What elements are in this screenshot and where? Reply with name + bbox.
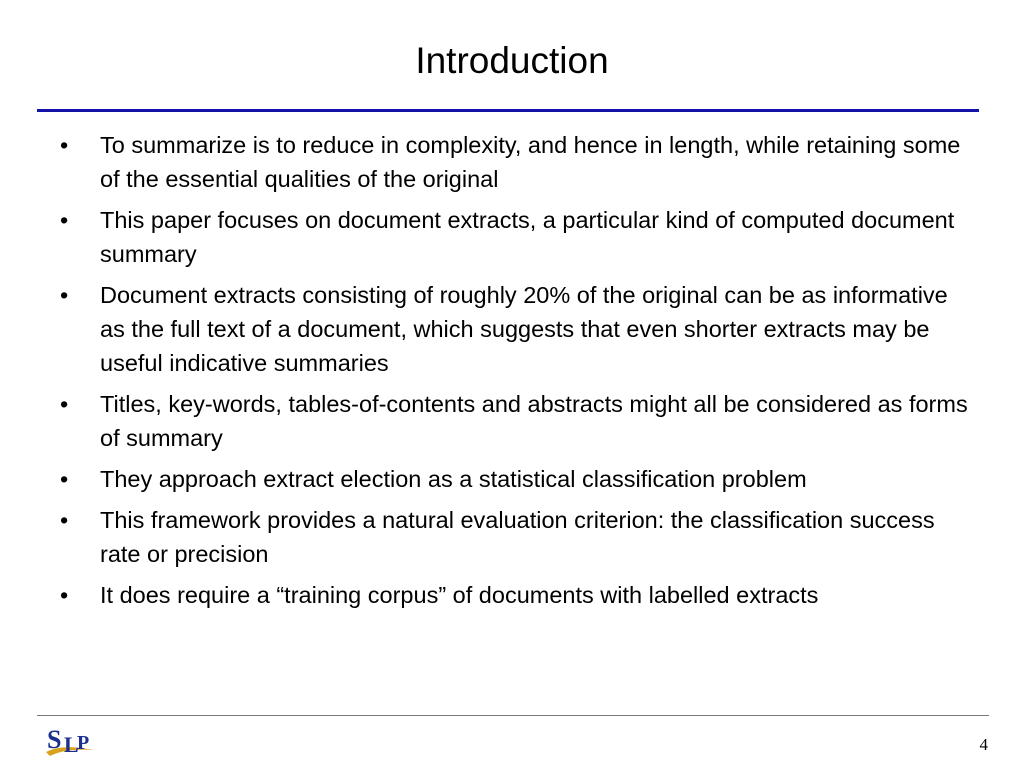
- bullet-text: This framework provides a natural evaluation criterion: the classification success rate or precision: [100, 507, 935, 567]
- bullet-marker: •: [60, 132, 69, 158]
- logo-letter-s: S: [47, 725, 62, 754]
- slide-title: Introduction: [415, 40, 609, 81]
- footer-divider: [37, 715, 989, 716]
- bullet-marker: •: [60, 282, 69, 308]
- bullet-item: [60, 128, 970, 196]
- bullet-marker: •: [60, 507, 69, 533]
- bullet-marker: •: [60, 466, 69, 492]
- bullet-marker: •: [60, 582, 69, 608]
- bullet-item: [60, 278, 970, 380]
- slp-logo-icon: [44, 722, 96, 762]
- title-divider: [37, 109, 979, 112]
- logo-letter-l: L: [64, 732, 79, 757]
- bullet-marker: •: [60, 207, 69, 233]
- bullet-text: To summarize is to reduce in complexity, and hence in length, while retaining some of the essential qualities of the original: [100, 132, 961, 192]
- page-number: 4: [979, 735, 988, 754]
- bullet-text: They approach extract election as a statistical classification problem: [100, 466, 807, 492]
- bullet-list: [60, 128, 970, 619]
- bullet-text: It does require a “training corpus” of documents with labelled extracts: [100, 582, 819, 608]
- bullet-marker: •: [60, 391, 69, 417]
- bullet-text: Document extracts consisting of roughly 20% of the original can be as informative as the full text of a document, which suggests that even shorter extracts may be useful indicative summaries: [100, 282, 948, 376]
- bullet-text: Titles, key-words, tables-of-contents and abstracts might all be considered as forms of summary: [100, 391, 968, 451]
- bullet-item: [60, 203, 970, 271]
- bullet-item: [60, 503, 970, 571]
- logo-letter-p: P: [77, 732, 90, 754]
- bullet-item: [60, 462, 970, 496]
- bullet-item: [60, 578, 970, 612]
- bullet-item: [60, 387, 970, 455]
- bullet-text: This paper focuses on document extracts, a particular kind of computed document summary: [100, 207, 955, 267]
